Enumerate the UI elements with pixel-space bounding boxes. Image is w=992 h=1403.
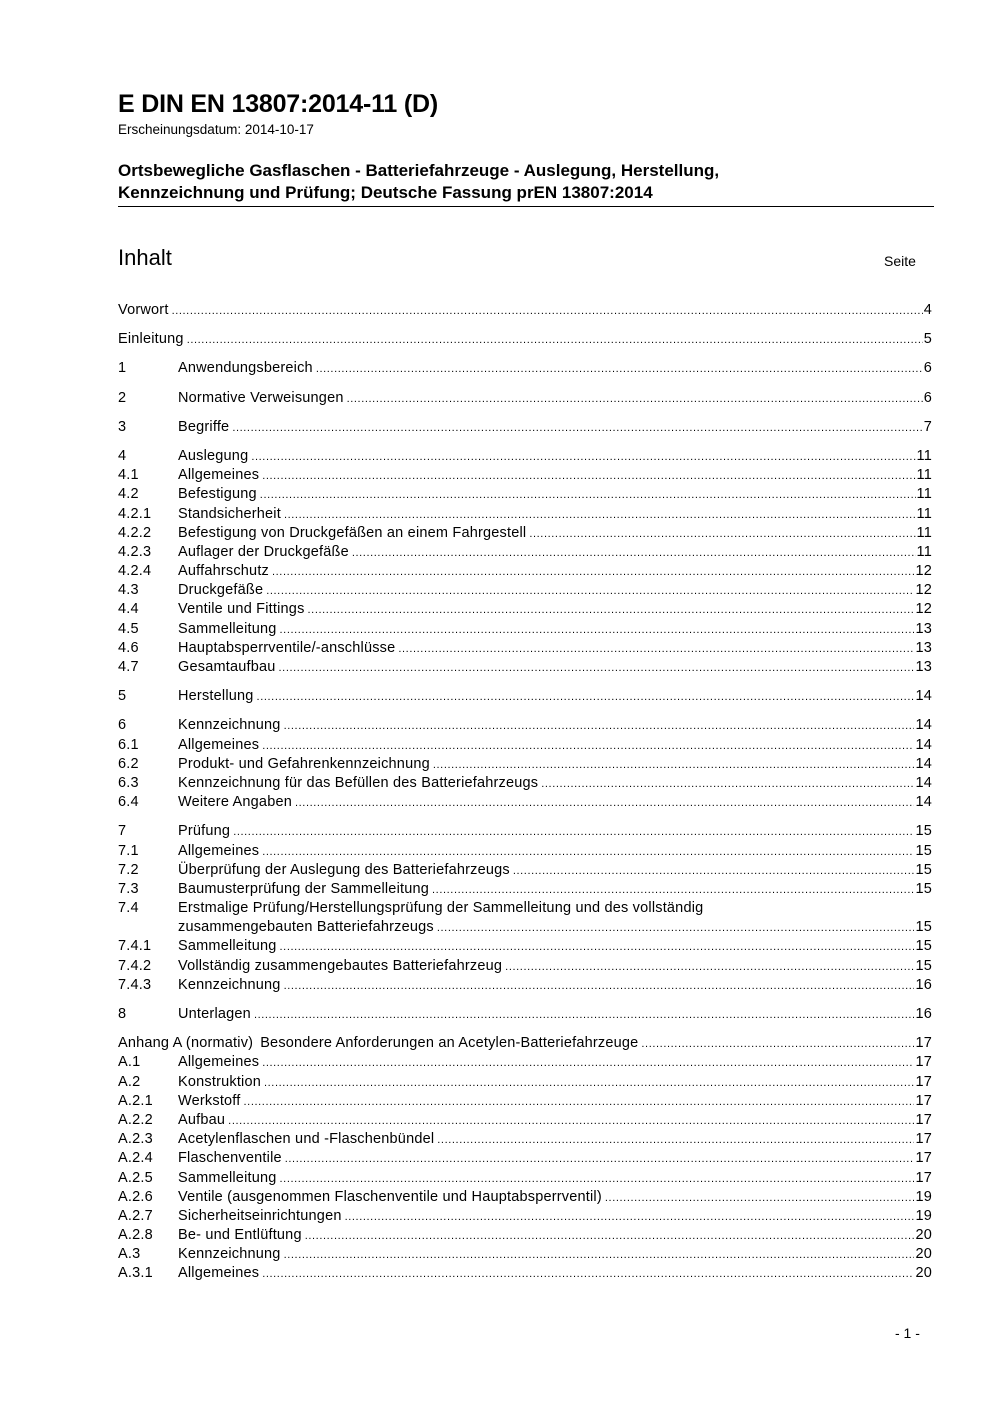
toc-dot-leader xyxy=(513,861,915,881)
toc-dot-leader xyxy=(398,639,914,659)
toc-entry-page: 20 xyxy=(915,1227,932,1244)
subtitle-line-1: Ortsbewegliche Gasflaschen - Batteriefahrzeuge - Auslegung, Herstellung, xyxy=(118,161,720,180)
toc-entry-number: 6 xyxy=(118,717,127,734)
toc-entry-number: 4.5 xyxy=(118,620,139,637)
toc-entry-page: 11 xyxy=(916,524,932,541)
toc-entry-continuation xyxy=(118,918,932,937)
toc-entry-title: Befestigung von Druckgefäßen an einem Fahrgestell xyxy=(178,524,527,541)
toc-entry xyxy=(118,301,932,320)
toc-entry-title: Baumusterprüfung der Sammelleitung xyxy=(178,880,430,897)
toc-dot-leader xyxy=(316,359,923,379)
toc-entry-page: 14 xyxy=(915,755,932,772)
toc-dot-leader xyxy=(187,330,923,350)
toc-entry-title: Allgemeines xyxy=(178,467,260,484)
toc-entry-number: 4.3 xyxy=(118,582,139,599)
toc-entry xyxy=(118,842,932,861)
toc-entry-number: 3 xyxy=(118,418,127,435)
toc-entry-page: 13 xyxy=(915,659,932,675)
page-column-label: Seite xyxy=(884,253,916,269)
toc-dot-leader xyxy=(279,658,915,678)
toc-entry-number: 4.7 xyxy=(118,659,139,675)
toc-entry-title: Konstruktion xyxy=(178,1073,261,1090)
toc-entry-title: Allgemeines xyxy=(178,842,260,859)
toc-entry-number: 4 xyxy=(118,447,127,464)
toc-dot-leader xyxy=(308,600,915,620)
toc-dot-leader xyxy=(541,774,914,794)
toc-entry-page: 20 xyxy=(915,1246,932,1263)
toc-entry-page: 11 xyxy=(916,486,932,503)
toc-entry xyxy=(118,447,932,466)
toc-dot-leader xyxy=(260,485,916,505)
subtitle-divider xyxy=(118,206,934,207)
toc-entry-title: Begriffe xyxy=(178,418,230,435)
toc-entry xyxy=(118,485,932,504)
toc-entry xyxy=(118,1149,932,1168)
toc-dot-leader xyxy=(257,687,915,707)
toc-entry xyxy=(118,755,932,774)
toc-entry-page: 7 xyxy=(923,418,932,435)
toc-entry-title: Allgemeines xyxy=(178,1054,260,1071)
toc-entry-page: 17 xyxy=(915,1092,932,1109)
toc-dot-leader xyxy=(347,389,923,409)
toc-entry-page: 13 xyxy=(915,620,932,637)
toc-entry-number: A.2 xyxy=(118,1073,141,1090)
toc-entry-number: A.2.7 xyxy=(118,1207,153,1224)
toc-entry-title: Auffahrschutz xyxy=(178,563,269,580)
toc-dot-leader xyxy=(641,1034,914,1054)
document-title: E DIN EN 13807:2014-11 (D) xyxy=(118,90,438,118)
toc-entry-title: Vorwort xyxy=(118,302,169,318)
toc-entry-number: 7.4.1 xyxy=(118,938,152,955)
toc-entry-page: 15 xyxy=(915,919,932,936)
toc-entry-number: 4.2.3 xyxy=(118,543,152,560)
page-number: - 1 - xyxy=(895,1325,920,1341)
toc-entry xyxy=(118,687,932,706)
toc-dot-leader xyxy=(433,755,915,775)
toc-entry xyxy=(118,736,932,755)
toc-entry xyxy=(118,937,932,956)
toc-dot-leader xyxy=(529,524,915,544)
toc-dot-leader xyxy=(272,562,914,582)
toc-entry-page: 12 xyxy=(915,563,932,580)
toc-dot-leader xyxy=(254,1005,915,1025)
toc-entry-number: A.2.1 xyxy=(118,1092,153,1109)
toc-entry xyxy=(118,1005,932,1024)
toc-entry-title: Normative Verweisungen xyxy=(178,389,344,406)
toc-entry-number: 7.4.3 xyxy=(118,976,152,993)
toc-entry-title: Be- und Entlüftung xyxy=(178,1227,302,1244)
toc-entry-title: Sammelleitung xyxy=(178,620,277,637)
toc-entry xyxy=(118,581,932,600)
toc-entry-page: 17 xyxy=(915,1111,932,1128)
toc-entry-number: A.3 xyxy=(118,1246,141,1263)
toc-entry xyxy=(118,822,932,841)
toc-dot-leader xyxy=(280,620,915,640)
toc-entry-page: 12 xyxy=(915,582,932,599)
toc-entry-page: 15 xyxy=(915,957,932,974)
toc-entry-number: 4.6 xyxy=(118,639,139,656)
toc-entry xyxy=(118,1034,932,1053)
toc-entry-title: Aufbau xyxy=(178,1111,226,1128)
toc-entry-title: Produkt- und Gefahrenkennzeichnung xyxy=(178,755,430,772)
subtitle-line-2: Kennzeichnung und Prüfung; Deutsche Fassung prEN 13807:2014 xyxy=(118,183,653,202)
toc-entry xyxy=(118,880,932,899)
toc-entry-number: A.2.2 xyxy=(118,1111,153,1128)
toc-entry-page: 6 xyxy=(923,360,932,377)
toc-entry-page: 17 xyxy=(915,1131,932,1148)
toc-entry xyxy=(118,524,932,543)
toc-dot-leader xyxy=(172,301,923,321)
toc-dot-leader xyxy=(432,880,914,900)
toc-dot-leader xyxy=(228,1111,914,1131)
toc-entry-title: Vollständig zusammengebautes Batteriefahrzeug xyxy=(178,957,503,974)
toc-dot-leader xyxy=(233,822,914,842)
toc-entry-page: 15 xyxy=(915,880,932,897)
toc-entry xyxy=(118,359,932,378)
toc-entry-number: 4.1 xyxy=(118,467,139,484)
toc-entry-page: 5 xyxy=(923,331,932,348)
toc-entry-page: 15 xyxy=(915,861,932,878)
toc-entry xyxy=(118,861,932,880)
toc-entry-page: 15 xyxy=(915,842,932,859)
toc-entry-title: Allgemeines xyxy=(178,736,260,753)
toc-dot-leader xyxy=(285,1149,915,1169)
toc-dot-leader xyxy=(262,466,915,486)
toc-entry-page: 13 xyxy=(915,639,932,656)
toc-entry xyxy=(118,562,932,581)
toc-entry xyxy=(118,1207,932,1226)
toc-entry-title: Ventile und Fittings xyxy=(178,601,305,618)
toc-dot-leader xyxy=(264,1073,914,1093)
toc-entry-title: Besondere Anforderungen an Acetylen-Batteriefahrzeuge xyxy=(260,1035,639,1052)
toc-entry xyxy=(118,505,932,524)
toc-entry xyxy=(118,1264,932,1283)
toc-dot-leader xyxy=(505,957,914,977)
toc-entry-page: 17 xyxy=(915,1169,932,1186)
toc-entry-title: Acetylenflaschen und -Flaschenbündel xyxy=(178,1131,435,1148)
toc-dot-leader xyxy=(437,1130,914,1150)
toc-entry xyxy=(118,1245,932,1264)
toc-entry-number: 4.2.2 xyxy=(118,524,152,541)
toc-entry-number: 8 xyxy=(118,1006,127,1022)
toc-entry xyxy=(118,639,932,658)
toc-dot-leader xyxy=(605,1188,915,1208)
toc-entry-title-continuation: zusammengebauten Batteriefahrzeugs xyxy=(178,919,434,936)
toc-entry-title: Erstmalige Prüfung/Herstellungsprüfung der Sammelleitung und des vollständig xyxy=(178,900,704,917)
toc-entry-number: 1 xyxy=(118,360,127,377)
publication-date: Erscheinungsdatum: 2014-10-17 xyxy=(118,122,314,137)
toc-entry-title: Kennzeichnung xyxy=(178,717,281,734)
table-of-contents xyxy=(118,301,932,1284)
toc-entry-number: 4.2 xyxy=(118,486,139,503)
toc-dot-leader xyxy=(262,842,914,862)
toc-entry xyxy=(118,620,932,639)
toc-entry-number: 7.4 xyxy=(118,900,139,917)
toc-entry-title: Sammelleitung xyxy=(178,938,277,955)
toc-entry-number: Anhang A (normativ) xyxy=(118,1035,254,1052)
toc-entry-title: Auslegung xyxy=(178,447,249,464)
toc-dot-leader xyxy=(262,1264,914,1284)
toc-entry-number: A.2.5 xyxy=(118,1169,153,1186)
toc-dot-leader xyxy=(345,1207,915,1227)
toc-dot-leader xyxy=(352,543,916,563)
toc-entry-number: A.2.6 xyxy=(118,1188,153,1205)
toc-entry xyxy=(118,600,932,619)
toc-entry-title: Kennzeichnung xyxy=(178,976,281,993)
document-subtitle xyxy=(118,160,933,204)
toc-entry-title: Werkstoff xyxy=(178,1092,241,1109)
toc-entry-number: 6.1 xyxy=(118,736,139,753)
toc-entry xyxy=(118,1130,932,1149)
toc-dot-leader xyxy=(284,716,915,736)
toc-entry-title: Standsicherheit xyxy=(178,505,281,522)
toc-dot-leader xyxy=(284,505,916,525)
toc-entry-page: 14 xyxy=(915,717,932,734)
toc-dot-leader xyxy=(284,976,915,996)
toc-dot-leader xyxy=(262,736,914,756)
toc-entry-number: 7.4.2 xyxy=(118,957,152,974)
toc-entry-title: Befestigung xyxy=(178,486,257,503)
toc-dot-leader xyxy=(251,447,915,467)
toc-entry-number: 7.2 xyxy=(118,861,139,878)
toc-entry xyxy=(118,658,932,677)
toc-entry xyxy=(118,1111,932,1130)
toc-entry-page: 20 xyxy=(915,1265,932,1282)
toc-entry-page: 11 xyxy=(916,543,932,560)
toc-entry-title: Prüfung xyxy=(178,823,231,840)
toc-entry-page: 17 xyxy=(915,1035,932,1052)
toc-entry-title: Druckgefäße xyxy=(178,582,264,599)
toc-entry-title: Einleitung xyxy=(118,331,184,348)
toc-dot-leader xyxy=(284,1245,915,1265)
toc-entry-page: 16 xyxy=(915,1006,932,1022)
toc-entry-title: Überprüfung der Auslegung des Batteriefahrzeugs xyxy=(178,861,510,878)
toc-entry-page: 17 xyxy=(915,1054,932,1071)
toc-entry xyxy=(118,418,932,437)
toc-entry-number: 4.2.1 xyxy=(118,505,152,522)
toc-dot-leader xyxy=(244,1092,915,1112)
toc-entry xyxy=(118,1053,932,1072)
toc-dot-leader xyxy=(295,793,914,813)
toc-entry-number: A.2.8 xyxy=(118,1227,153,1244)
toc-entry xyxy=(118,466,932,485)
toc-entry-page: 15 xyxy=(915,823,932,840)
toc-entry xyxy=(118,1169,932,1188)
toc-entry-page: 12 xyxy=(915,601,932,618)
toc-entry-title: Unterlagen xyxy=(178,1006,251,1022)
toc-entry-number: 6.2 xyxy=(118,755,139,772)
toc-entry-page: 14 xyxy=(915,688,932,705)
toc-entry-number: 6.4 xyxy=(118,794,139,811)
toc-entry xyxy=(118,330,932,349)
toc-entry xyxy=(118,976,932,995)
toc-entry xyxy=(118,716,932,735)
toc-entry-page: 14 xyxy=(915,774,932,791)
toc-entry xyxy=(118,899,932,918)
toc-heading: Inhalt xyxy=(118,245,172,270)
toc-entry-page: 4 xyxy=(923,302,932,318)
toc-entry-number: A.3.1 xyxy=(118,1265,153,1282)
toc-entry xyxy=(118,793,932,812)
toc-entry-title: Kennzeichnung xyxy=(178,1246,281,1263)
toc-entry xyxy=(118,389,932,408)
toc-entry-number: 4.2.4 xyxy=(118,563,152,580)
toc-entry-page: 14 xyxy=(915,736,932,753)
toc-entry-number: 7.3 xyxy=(118,880,139,897)
toc-entry-title: Anwendungsbereich xyxy=(178,360,313,377)
toc-entry-number: A.2.3 xyxy=(118,1131,153,1148)
toc-entry-title: Sicherheitseinrichtungen xyxy=(178,1207,342,1224)
toc-dot-leader xyxy=(305,1226,915,1246)
toc-entry-number: 4.4 xyxy=(118,601,139,618)
toc-entry-page: 15 xyxy=(915,938,932,955)
toc-dot-leader xyxy=(266,581,914,601)
toc-entry-title: Hauptabsperrventile/-anschlüsse xyxy=(178,639,396,656)
toc-entry-title: Ventile (ausgenommen Flaschenventile und Hauptabsperrventil) xyxy=(178,1188,602,1205)
toc-entry-title: Herstellung xyxy=(178,688,254,705)
toc-dot-leader xyxy=(280,937,915,957)
toc-entry-number: 7.1 xyxy=(118,842,139,859)
toc-dot-leader xyxy=(280,1169,915,1189)
toc-entry xyxy=(118,1226,932,1245)
toc-entry-number: 6.3 xyxy=(118,774,139,791)
toc-entry-page: 19 xyxy=(915,1188,932,1205)
toc-entry-page: 14 xyxy=(915,794,932,811)
toc-entry-title: Weitere Angaben xyxy=(178,794,292,811)
toc-entry-title: Sammelleitung xyxy=(178,1169,277,1186)
toc-entry xyxy=(118,774,932,793)
toc-entry-number: 5 xyxy=(118,688,127,705)
toc-entry-title: Auflager der Druckgefäße xyxy=(178,543,349,560)
toc-entry xyxy=(118,543,932,562)
toc-entry-title: Kennzeichnung für das Befüllen des Batteriefahrzeugs xyxy=(178,774,539,791)
toc-dot-leader xyxy=(262,1053,914,1073)
toc-entry-page: 11 xyxy=(916,467,932,484)
toc-entry-page: 11 xyxy=(916,447,932,464)
toc-entry-number: A.2.4 xyxy=(118,1150,153,1167)
toc-dot-leader xyxy=(232,418,922,438)
toc-entry-number: A.1 xyxy=(118,1054,141,1071)
toc-entry-title: Gesamtaufbau xyxy=(178,659,276,675)
toc-entry xyxy=(118,1092,932,1111)
toc-entry-page: 11 xyxy=(916,505,932,522)
toc-dot-leader xyxy=(437,918,915,938)
toc-entry-number: 7 xyxy=(118,823,127,840)
toc-entry-page: 17 xyxy=(915,1150,932,1167)
toc-entry xyxy=(118,957,932,976)
toc-entry-title: Allgemeines xyxy=(178,1265,260,1282)
toc-entry-page: 6 xyxy=(923,389,932,406)
toc-entry-page: 19 xyxy=(915,1207,932,1224)
toc-entry-number: 2 xyxy=(118,389,127,406)
toc-entry-page: 17 xyxy=(915,1073,932,1090)
toc-entry xyxy=(118,1073,932,1092)
toc-entry xyxy=(118,1188,932,1207)
toc-entry-page: 16 xyxy=(915,976,932,993)
toc-entry-title: Flaschenventile xyxy=(178,1150,282,1167)
